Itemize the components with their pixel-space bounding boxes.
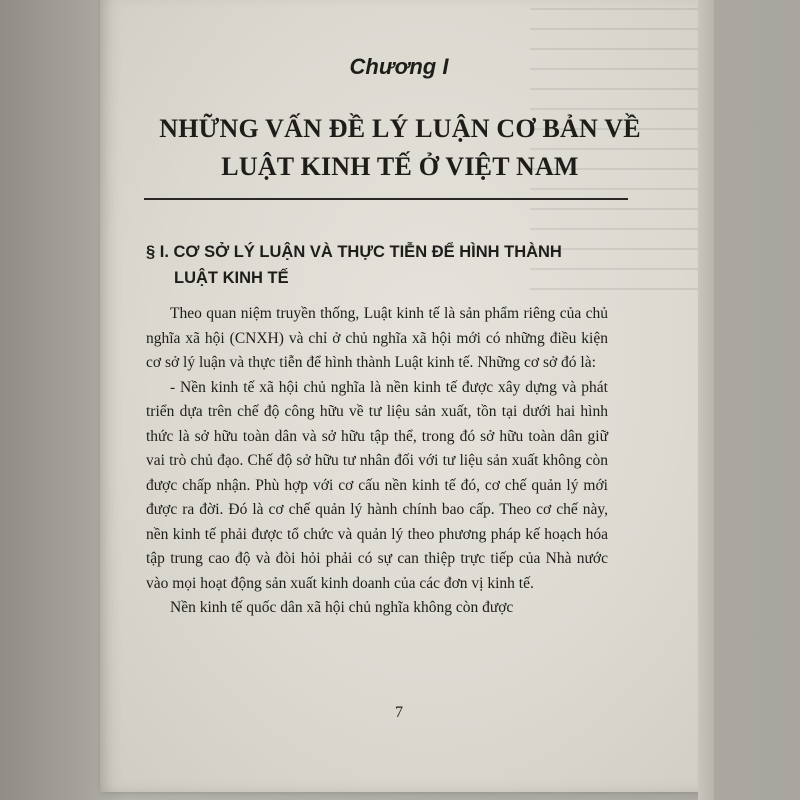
page-number: 7 <box>395 704 403 721</box>
body-text <box>146 302 608 621</box>
page-edge <box>698 0 714 800</box>
paragraph: - Nền kinh tế xã hội chủ nghĩa là nền kinh tế được xây dựng và phát triển dựa trên chế độ công hữu về tư liệu sản xuất, tồn tại dưới hai hình thức là sở hữu toàn dân và sở hữu tập thể, trong đó sở hữu toàn dân giữ vai trò chủ đạo. Chế độ sở hữu tư nhân đối với tư liệu sản xuất không còn được chấp nhận. Phù hợp với cơ cấu nền kinh tế đó, cơ chế quản lý mới được ra đời. Đó là cơ chế quản lý hành chính bao cấp. Theo cơ chế này, nền kinh tế phải được tổ chức và quản lý theo phương pháp kế hoạch hóa tập trung cao độ và đòi hỏi phải có sự can thiệp trực tiếp của Nhà nước vào mọi hoạt động sản xuất kinh doanh của các đơn vị kinh tế. <box>146 378 608 592</box>
book-page <box>100 0 698 792</box>
section-heading <box>146 239 646 291</box>
chapter-title: NHỮNG VẤN ĐỀ LÝ LUẬN CƠ BẢN VỀ LUẬT KINH TẾ Ở VIỆT NAM <box>159 114 641 181</box>
chapter-label: Chương I <box>349 54 449 79</box>
section-heading-line-1: § I. CƠ SỞ LÝ LUẬN VÀ THỰC TIỄN ĐỂ HÌNH THÀNH <box>146 243 562 261</box>
title-divider <box>144 198 628 200</box>
paragraph: Nền kinh tế quốc dân xã hội chủ nghĩa không còn được <box>170 599 514 616</box>
section-heading-line-2: LUẬT KINH TẾ <box>174 269 289 287</box>
paragraph: Theo quan niệm truyền thống, Luật kinh tế là sản phẩm riêng của chủ nghĩa xã hội (CNXH) và chỉ ở chủ nghĩa xã hội mới có những điều kiện cơ sở lý luận và thực tiễn để hình thành Luật kinh tế. Những cơ sở đó là: <box>146 305 608 371</box>
